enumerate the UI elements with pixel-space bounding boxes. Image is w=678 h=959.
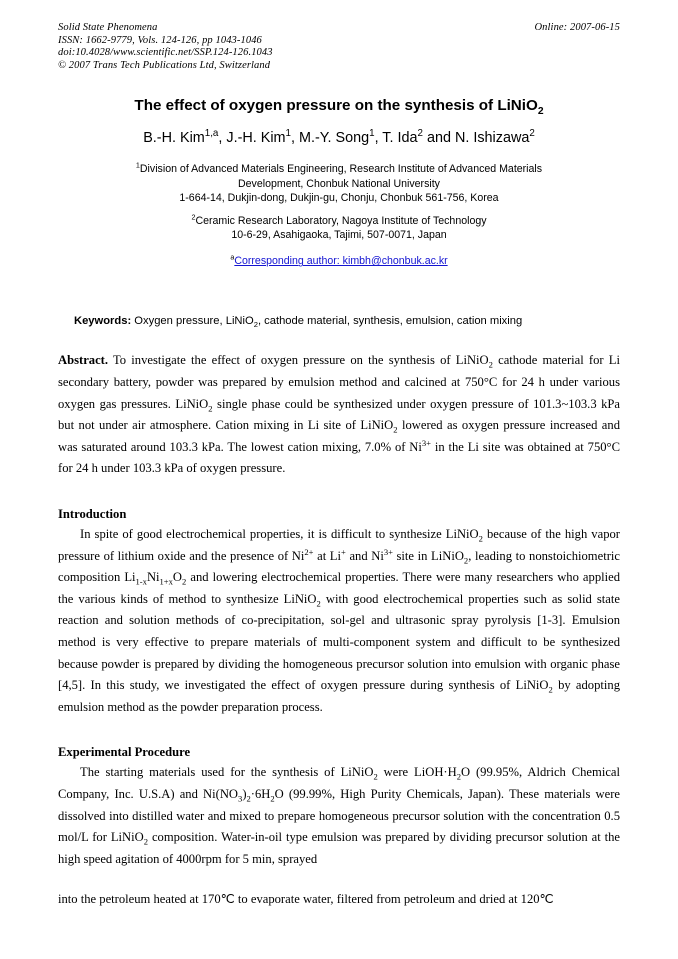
intro-t10: with good electrochemical properties such as solid state reaction and solution methods of co-precipitation, sol-gel and ultrasonic spray pyrolysis [1-3]. Emulsion method is very effective to prepare materials of multi-component system and difficult to be synthesized because powder is prepared by dividing the homogeneous precursor solution into emulsion with organic phase [4,5]. In this study, we investigated the effect of oxygen pressure during synthesis of LiNiO bbox=[58, 591, 620, 693]
formula-subscript: 2 bbox=[270, 793, 275, 804]
formula-subscript: 3 bbox=[238, 793, 243, 804]
keywords-subscript: 2 bbox=[253, 320, 258, 330]
intro-t8: O bbox=[172, 570, 183, 585]
formula-subscript: 2 bbox=[246, 793, 251, 804]
formula-superscript: 3+ bbox=[421, 437, 431, 448]
intro-t3: at Li bbox=[313, 548, 341, 563]
formula-subscript: 2 bbox=[488, 359, 493, 370]
intro-t2: because of the high vapor pressure of lithium oxide and the presence of Ni bbox=[58, 526, 620, 563]
formula-superscript: 2+ bbox=[304, 546, 314, 557]
formula-subscript: 2 bbox=[316, 598, 321, 609]
affiliation-2 bbox=[58, 214, 620, 243]
journal-name: Solid State Phenomena bbox=[58, 22, 158, 33]
formula-subscript: 2 bbox=[548, 684, 553, 695]
formula-superscript: + bbox=[341, 546, 346, 557]
intro-t4: and Ni bbox=[345, 548, 384, 563]
affiliation-1-line-2: Development, Chonbuk National University bbox=[238, 177, 440, 190]
intro-t1: In spite of good electrochemical properties, it is difficult to synthesize LiNiO bbox=[80, 526, 479, 541]
experimental-continuation-line: into the petroleum heated at 170℃ to evaporate water, filtered from petroleum and dried at 120℃ bbox=[58, 892, 554, 907]
affiliation-1-line-3: 1-664-14, Dukjin-dong, Dukjin-gu, Chonju, Chonbuk 561-756, Korea bbox=[179, 192, 499, 205]
author-affil-marker: 1,a bbox=[204, 128, 219, 140]
intro-t6: , leading to nonstoichiometric composition Li bbox=[58, 548, 620, 585]
affiliation-marker: 1 bbox=[135, 160, 140, 170]
keywords-text-part1: Oxygen pressure, LiNiO bbox=[131, 315, 254, 328]
intro-t7: Ni bbox=[146, 570, 160, 585]
exp-e7: composition. Water-in-oil type emulsion was prepared by dividing precursor solution at the high speed agitation of 4000rpm for 5 min, sprayed bbox=[58, 830, 621, 866]
journal-doi-line: doi:10.4028/www.scientific.net/SSP.124-126.1043 bbox=[58, 47, 273, 59]
formula-subscript: 2 bbox=[463, 555, 469, 566]
corresponding-author bbox=[58, 252, 620, 268]
formula-subscript: 2 bbox=[478, 533, 483, 544]
abstract-p5: in the Li site was obtained at 750°C for 24 h under 103.3 kPa of oxygen pressure. bbox=[58, 439, 620, 476]
keywords bbox=[58, 314, 620, 328]
formula-subscript: 2 bbox=[143, 836, 149, 847]
corresponding-marker: a bbox=[230, 252, 235, 262]
exp-e6: O (99.99%, High Purity Chemicals, Japan). These materials were dissolved into distilled water and mixed to prepare homogeneous precursor solution with the concentration 0.5 mol/L for LiNiO bbox=[58, 786, 620, 845]
author-affil-marker: 1 bbox=[369, 128, 375, 140]
affiliations bbox=[58, 162, 620, 242]
introduction-paragraph bbox=[58, 524, 620, 718]
journal-header bbox=[58, 22, 620, 72]
abstract-p4: lowered as oxygen pressure increased and was saturated around 103.3 kPa. The lowest cation mixing, 7.0% of Ni bbox=[58, 418, 620, 454]
section-heading-experimental: Experimental Procedure bbox=[58, 745, 191, 760]
affiliation-1 bbox=[58, 162, 620, 205]
affiliation-1-line-1: Division of Advanced Materials Engineering, Research Institute of Advanced Materials bbox=[139, 163, 543, 176]
section-heading-introduction: Introduction bbox=[58, 506, 127, 521]
abstract-label: Abstract. bbox=[58, 353, 109, 368]
author-affil-marker: 2 bbox=[417, 128, 423, 140]
abstract-p1: To investigate the effect of oxygen pressure on the synthesis of LiNiO bbox=[108, 353, 489, 368]
exp-e3: O (99.95%, Aldrich Chemical Company, Inc. U.S.A) and Ni(NO bbox=[58, 765, 620, 801]
formula-subscript: 2 bbox=[182, 576, 187, 587]
affiliation-2-line-2: 10-6-29, Asahigaoka, Tajimi, 507-0071, Japan bbox=[231, 229, 447, 241]
author-affil-marker: 2 bbox=[529, 128, 535, 140]
keywords-text-part2: , cathode material, synthesis, emulsion, cation mixing bbox=[257, 315, 523, 328]
exp-e4: ) bbox=[242, 786, 247, 801]
exp-e5: ·6H bbox=[250, 786, 271, 801]
journal-issn-line: ISSN: 1662-9779, Vols. 124-126, pp 1043-1046 bbox=[58, 34, 262, 46]
formula-subscript: 1-x bbox=[135, 576, 147, 587]
intro-t9: and lowering electrochemical properties. There were many researchers who applied the various kinds of method to synthesize LiNiO bbox=[58, 570, 621, 606]
formula-subscript: 2 bbox=[373, 771, 378, 782]
exp-e2: were LiOH·H bbox=[377, 765, 457, 780]
formula-subscript: 2 bbox=[208, 403, 213, 414]
intro-t11: by adopting emulsion method as the powder preparation process. bbox=[58, 678, 620, 714]
keywords-label: Keywords: bbox=[74, 315, 132, 328]
formula-superscript: 3+ bbox=[383, 546, 393, 557]
experimental-paragraph bbox=[58, 762, 620, 870]
author-list: B.-H. Kim$^{1,a}$, J.-H. Kim$^1$, M.-Y. Song$^1$, T. Ida$^2$ and N. Ishizawa$^2$ bbox=[143, 128, 535, 147]
affiliation-spacer bbox=[58, 206, 620, 214]
page-title bbox=[58, 96, 620, 118]
exp-e1: The starting materials used for the synthesis of LiNiO bbox=[80, 765, 374, 780]
journal-copyright-line: © 2007 Trans Tech Publications Ltd, Switzerland bbox=[58, 59, 271, 71]
abstract bbox=[58, 350, 620, 480]
intro-t5: site in LiNiO bbox=[392, 548, 464, 563]
formula-subscript: 1+x bbox=[159, 576, 173, 587]
abstract-p2: cathode material for Li secondary battery, powder was prepared by emulsion method and calcined at 750°C for 24 h under various oxygen gas pressures. LiNiO bbox=[58, 353, 621, 411]
title-subscript: 2 bbox=[537, 106, 544, 118]
affiliation-marker: 2 bbox=[191, 212, 196, 222]
abstract-p3: single phase could be synthesized under oxygen pressure of 101.3~103.3 kPa but not under air atmosphere. Cation mixing in Li site of LiNiO bbox=[58, 396, 621, 433]
formula-subscript: 2 bbox=[393, 424, 398, 435]
corresponding-author-link[interactable]: Corresponding author: kimbh@chonbuk.ac.kr bbox=[234, 255, 448, 268]
author-affil-marker: 1 bbox=[285, 128, 291, 140]
online-date: Online: 2007-06-15 bbox=[534, 22, 620, 33]
title-text: The effect of oxygen pressure on the synthesis of LiNiO bbox=[134, 97, 538, 115]
affiliation-2-line-1: Ceramic Research Laboratory, Nagoya Institute of Technology bbox=[195, 214, 487, 227]
formula-subscript: 2 bbox=[456, 771, 461, 782]
